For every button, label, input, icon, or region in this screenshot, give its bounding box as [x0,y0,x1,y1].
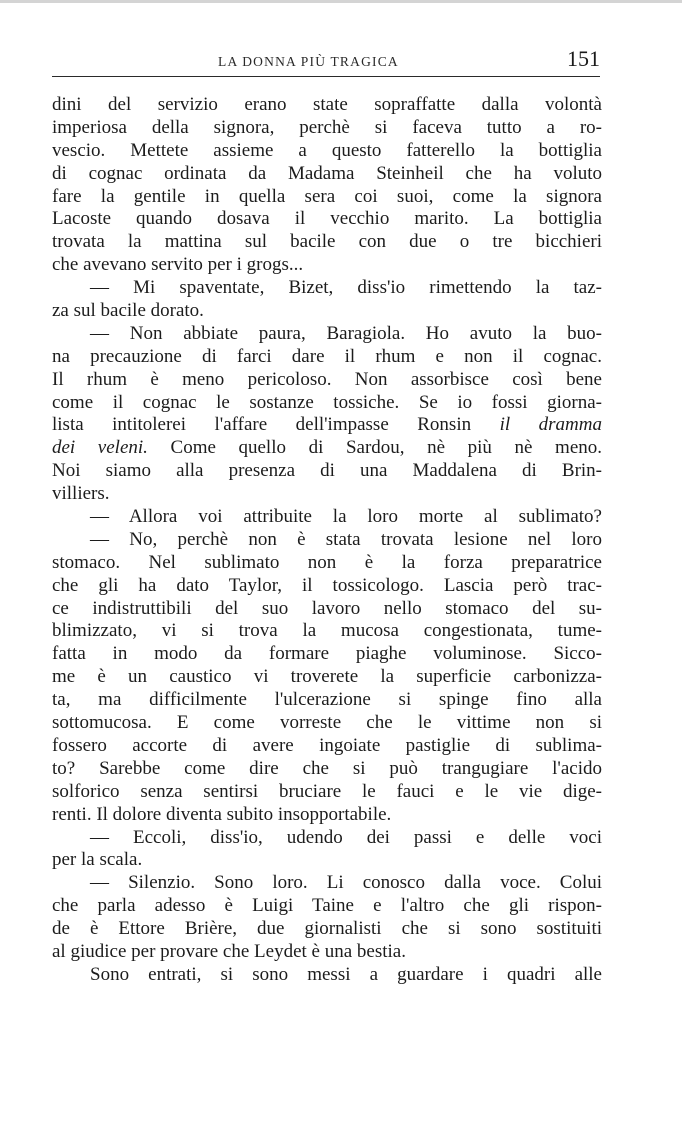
italic-text: il dramma [499,414,602,436]
line-text: dini del servizio erano state sopraffatte dalla volontà [52,94,602,115]
line-text: to? Sarebbe come dire che si può trangugiare l'acido [52,757,602,779]
text-line [52,506,602,529]
page-header [88,44,600,76]
text-line [52,529,602,552]
text-line [52,186,602,209]
line-text: Lacoste quando dosava il vecchio marito. La bottiglia [52,208,602,230]
header-rule [52,76,600,77]
italic-text: dei veleni. [52,437,148,459]
text-line [52,872,602,895]
text-line [52,346,602,369]
running-title: LA DONNA PIÙ TRAGICA [218,54,399,69]
line-text: na precauzione di farci dare il rhum e non il cognac. [52,345,602,367]
line-text: trovata la mattina sul bacile con due o tre bicchieri [52,231,602,253]
text-line [52,140,602,163]
text-line [52,643,602,666]
line-text: — Non abbiate paura, Baragiola. Ho avuto la buo- [90,322,602,344]
line-text: Il rhum è meno pericoloso. Non assorbisce così bene [52,368,602,390]
text-line [52,781,602,804]
line-text: al giudice per provare che Leydet è una bestia. [52,940,406,962]
page-number: 151 [567,46,600,71]
line-text: per la scala. [52,849,143,871]
text-line [52,575,602,598]
line-text: — Silenzio. Sono loro. Li conosco dalla voce. Colui [90,872,602,894]
line-text: me è un caustico vi troverete la superficie carbonizza- [52,666,602,688]
body-text [52,94,602,987]
line-text: che avevano servito per i grogs... [52,254,304,276]
line-text: blimizzato, vi si trova la mucosa congestionata, tume- [52,620,602,642]
line-text: che gli ha dato Taylor, il tossicologo. Lascia però trac- [52,574,602,596]
text-line [52,208,602,231]
text-line [52,392,602,415]
text-line [52,117,602,140]
text-line [52,277,602,300]
line-text: come il cognac le sostanze tossiche. Se io fossi giorna- [52,391,602,413]
line-text: fossero accorte di avere ingoiate pastiglie di sublima- [52,734,602,756]
text-line [52,964,602,987]
text-line [52,483,602,506]
line-text: de è Ettore Brière, due giornalisti che si sono sostituiti [52,918,602,940]
text-line [52,414,602,437]
line-text: che parla adesso è Luigi Taine e l'altro che gli rispon- [52,895,602,917]
text-line [52,437,602,460]
text-line [52,94,602,117]
text-line [52,941,602,964]
line-text: — No, perchè non è stata trovata lesione nel loro [90,528,602,550]
line-text: sottomucosa. E come vorreste che le vittime non si [52,712,602,734]
line-text: za sul bacile dorato. [52,300,204,322]
line-text: Sono entrati, si sono messi a guardare i quadri alle [90,963,602,985]
text-line [52,552,602,575]
line-text: di cognac ordinata da Madama Steinheil che ha voluto [52,162,602,184]
line-text: fatta in modo da formare piaghe voluminose. Sicco- [52,643,602,665]
text-line [52,460,602,483]
text-line [52,804,602,827]
text-line [52,323,602,346]
line-text: villiers. [52,483,110,505]
line-text: imperiosa della signora, perchè si faceva tutto a ro- [52,116,602,138]
text-line [52,849,602,872]
text-line [52,163,602,186]
line-text: ce indistruttibili del suo lavoro nello stomaco del su- [52,597,602,619]
line-text: — Allora voi attribuite la loro morte al sublimato? [90,506,602,528]
text-line [52,369,602,392]
line-text: renti. Il dolore diventa subito insopportabile. [52,803,392,825]
line-text: Noi siamo alla presenza di una Maddalena di Brin- [52,460,602,482]
text-line [52,735,602,758]
line-text: solforico senza sentirsi bruciare le fauci e le vie dige- [52,780,602,802]
text-line [52,827,602,850]
text-line [52,300,602,323]
line-text: Come quello di Sardou, nè più nè meno. [170,437,602,459]
text-line [52,689,602,712]
text-line [52,712,602,735]
line-text: fare la gentile in quella sera coi suoi, come la signora [52,185,602,207]
line-text: lista intitolerei l'affare dell'impasse Ronsin [52,414,472,436]
text-line [52,254,602,277]
text-line [52,895,602,918]
text-line [52,231,602,254]
text-line [52,758,602,781]
line-text: vescio. Mettete assieme a questo fatterello la bottiglia [52,139,602,161]
text-line [52,598,602,621]
text-line [52,620,602,643]
line-text: stomaco. Nel sublimato non è la forza preparatrice [52,551,602,573]
line-text: — Mi spaventate, Bizet, diss'io rimettendo la taz- [90,277,602,299]
text-line [52,666,602,689]
line-text: ta, ma difficilmente l'ulcerazione si spinge fino alla [52,689,602,711]
scan-edge [0,0,682,3]
line-text: — Eccoli, diss'io, udendo dei passi e delle voci [90,826,602,848]
text-line [52,918,602,941]
